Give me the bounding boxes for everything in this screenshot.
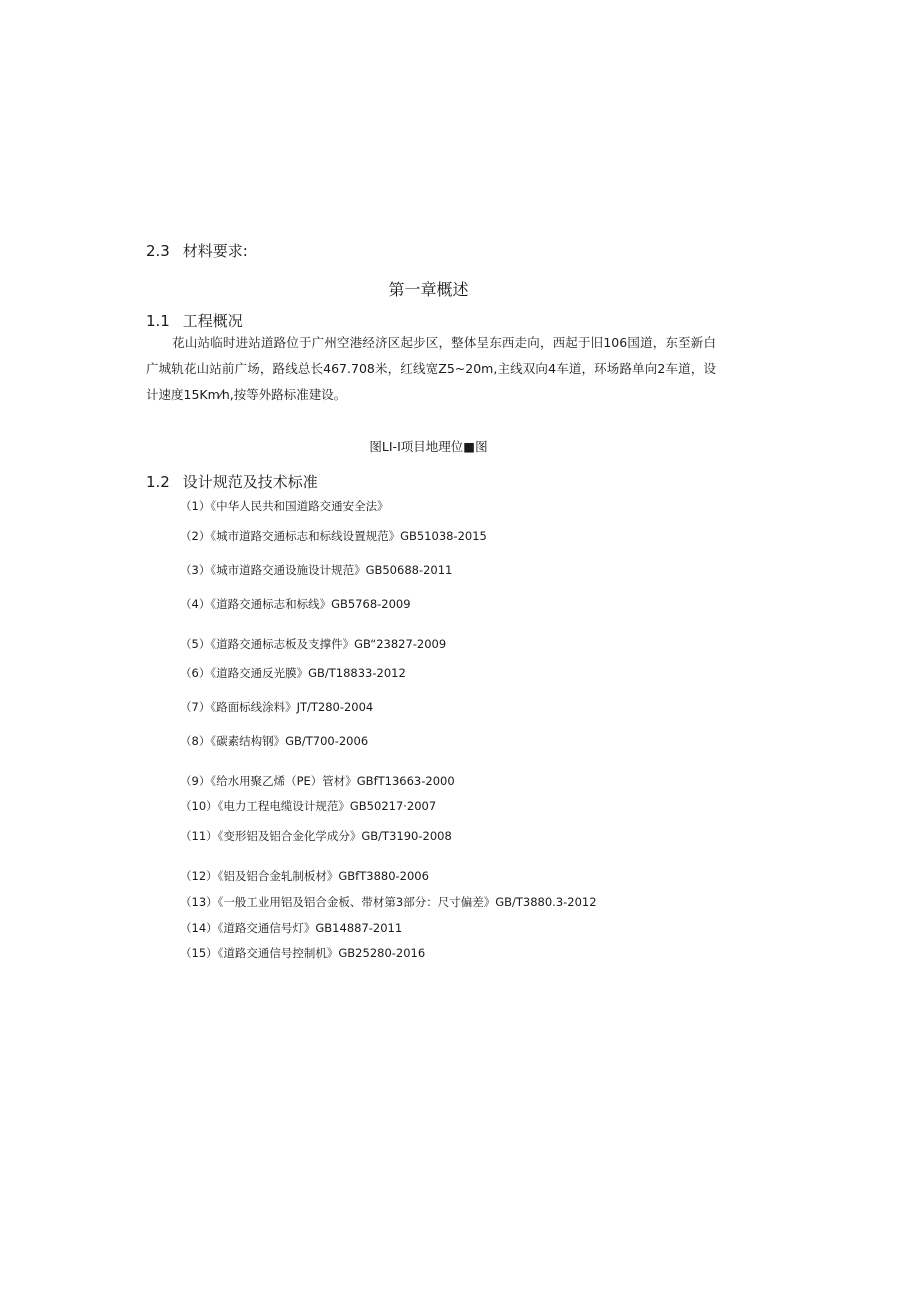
reference-item: （5）《道路交通标志板及支撑件》GB“23827-2009 [180,637,447,651]
overview-text: 花山站临时进站道路位于广州空港经济区起步区，整体呈东西走向，西起于旧106国道，东至新白广城轨花山站前广场，路线总长467.708米，红线宽Z5~20m,主线双向4车道，环场路单向2车道，设计速度15Km⁄h,按等外路标准建设。 [146,335,716,402]
chapter-title: 第一章概述 [388,280,469,299]
section-title: 设计规范及技术标准 [182,473,318,491]
reference-item: （9）《给水用聚乙烯（PE）管材》GBfT13663-2000 [180,774,455,788]
reference-item: （11）《变形铝及铝合金化学成分》GB/T3190-2008 [180,829,452,843]
section-title: 工程概况 [182,312,243,330]
section-title: 材料要求: [182,242,248,260]
reference-item: （1）《中华人民共和国道路交通安全法》 [180,499,389,513]
section-number: 1.2 [146,473,170,491]
section-1-2-heading [146,471,318,492]
reference-item: （15）《道路交通信号控制机》GB25280-2016 [180,946,426,960]
reference-item: （6）《道路交通反光膜》GB/T18833-2012 [180,666,406,680]
reference-item: （7）《路面标线涂料》JT/T280-2004 [180,700,374,714]
reference-item: （4）《道路交通标志和标线》GB5768-2009 [180,597,411,611]
section-number: 2.3 [146,242,170,260]
reference-item: （10）《电力工程电缆设计规范》GB50217·2007 [180,799,437,813]
reference-item: （8）《碳素结构钢》GB/T700-2006 [180,734,369,748]
section-number: 1.1 [146,312,170,330]
reference-item: （3）《城市道路交通设施设计规范》GB50688-2011 [180,563,453,577]
reference-item: （14）《道路交通信号灯》GB14887-2011 [180,921,403,935]
section-1-1-heading [146,310,243,331]
reference-item: （12）《铝及铝合金轧制板材》GBfT3880-2006 [180,869,429,883]
section-2-3-heading [146,240,248,261]
reference-item: （2）《城市道路交通标志和标线设置规范》GB51038-2015 [180,529,487,543]
reference-item: （13）《一般工业用铝及铝合金板、带材第3部分：尺寸偏差》GB/T3880.3-2012 [180,895,597,909]
overview-paragraph [146,330,716,408]
figure-caption: 图LI-I项目地理位■图 [369,439,488,454]
